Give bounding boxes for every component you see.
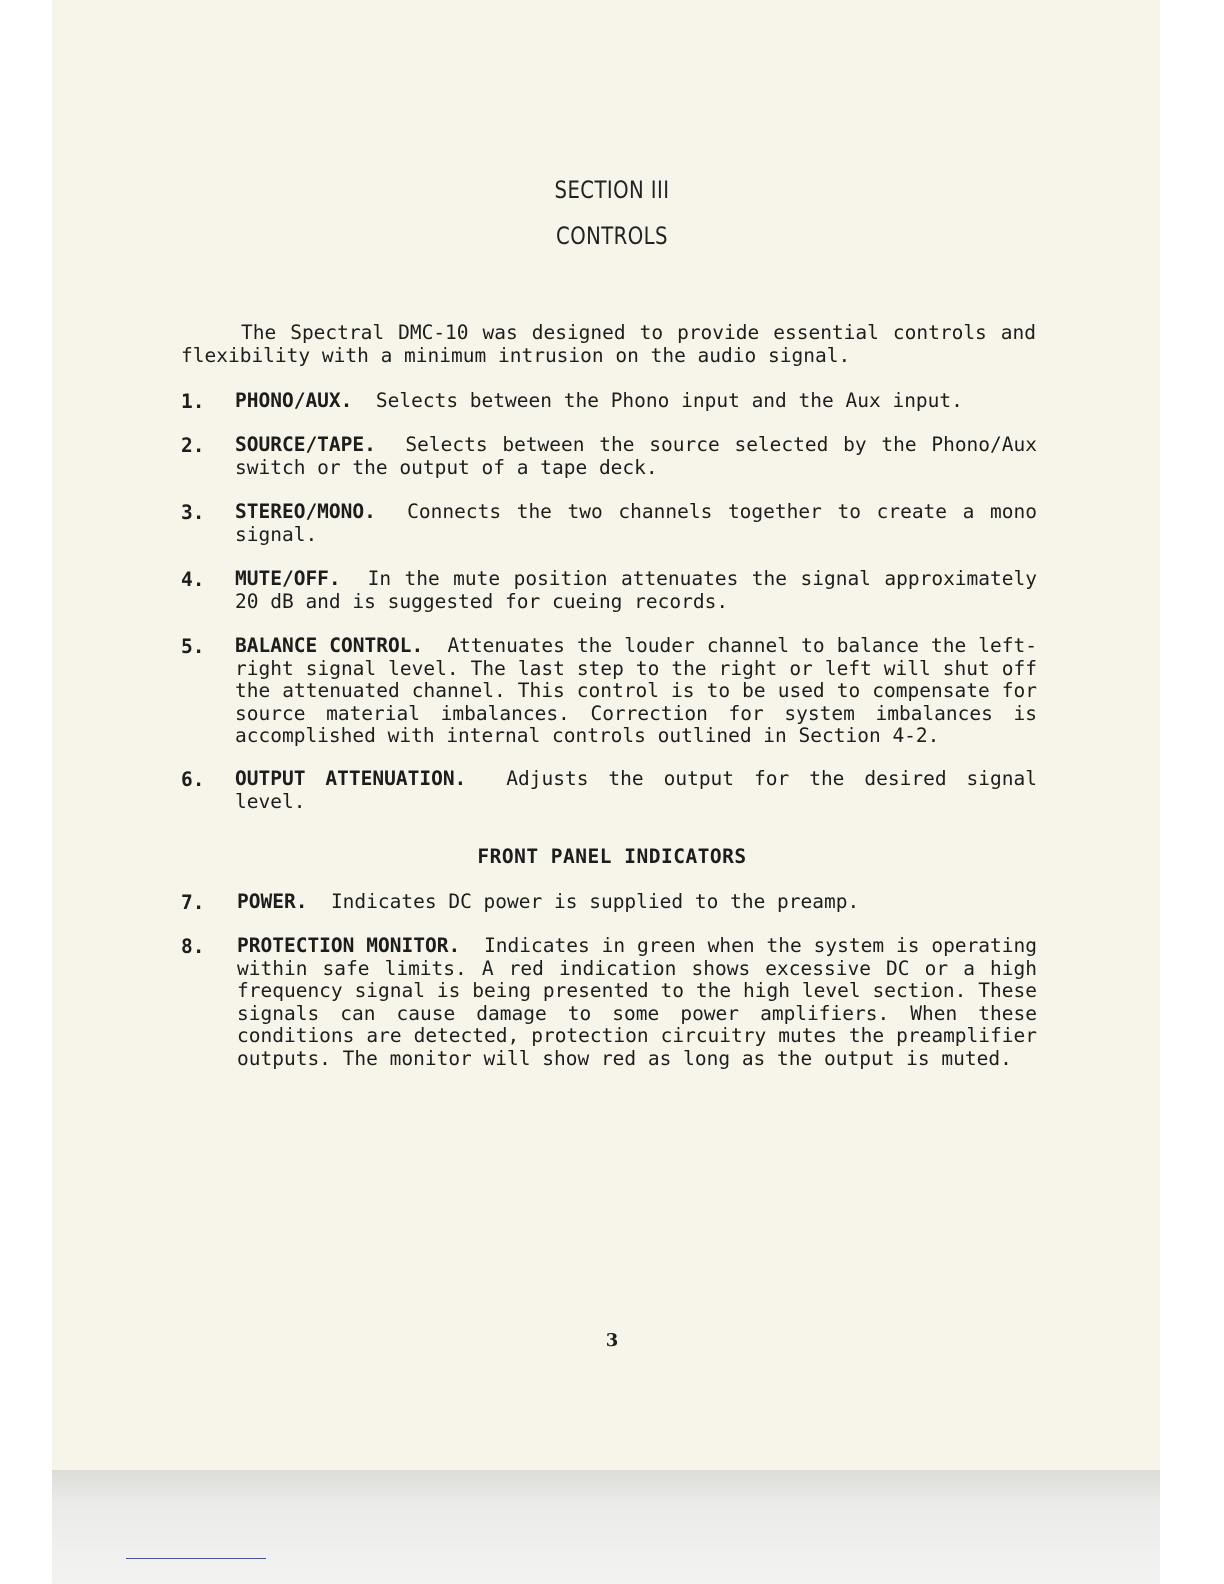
scan-artifact-line <box>126 1558 266 1559</box>
item-label: SOURCE/TAPE. <box>235 433 376 456</box>
item-label: OUTPUT ATTENUATION. <box>235 767 467 790</box>
intro-line-2: flexibility with a minimum intrusion on the audio signal. <box>181 344 851 367</box>
item-description: Adjusts the output for the desired signal level. <box>235 767 1037 813</box>
page-number: 3 <box>605 1330 619 1351</box>
indicators-heading: FRONT PANEL INDICATORS <box>477 845 747 868</box>
item-description: Selects between the source selected by the Phono/Aux switch or the output of a tape deck. <box>235 433 1037 479</box>
item-number: 8. <box>181 935 205 958</box>
item-number: 2. <box>181 434 205 457</box>
intro-paragraph <box>181 321 1036 367</box>
item-description: Selects between the Phono input and the Aux input. <box>375 389 963 412</box>
item-description: Attenuates the louder channel to balance the left-right signal level. The last step to the right or left will shut off the attenuated channel. This control is to be used to compensate for source material imbalances. Correction for system imbalances is accomplished with internal controls outlined in Section 4-2. <box>235 634 1038 747</box>
item-description: Indicates DC power is supplied to the preamp. <box>330 890 860 913</box>
item-label: BALANCE CONTROL. <box>235 634 424 657</box>
item-label: PROTECTION MONITOR. <box>237 934 461 957</box>
item-label: PHONO/AUX. <box>235 389 353 412</box>
item-number: 7. <box>181 891 205 914</box>
item-description: Connects the two channels together to create a mono signal. <box>235 500 1037 546</box>
item-number: 4. <box>181 568 205 591</box>
page-title: CONTROLS <box>556 222 668 250</box>
item-description: In the mute position attenuates the signal approximately 20 dB and is suggested for cueing records. <box>235 567 1037 613</box>
item-number: 1. <box>181 390 205 413</box>
item-label: MUTE/OFF. <box>235 567 341 590</box>
intro-line-1: The Spectral DMC-10 was designed to provide essential controls and <box>241 321 1036 344</box>
scan-bottom-margin <box>52 1470 1160 1584</box>
item-label: STEREO/MONO. <box>235 500 376 523</box>
item-description: Indicates in green when the system is operating within safe limits. A red indication shows excessive DC or a high frequency signal is being presented to the high level section. These signals can cause damage to some power amplifiers. When these conditions are detected, protection circuitry mutes the preamplifier outputs. The monitor will show red as long as the output is muted. <box>237 934 1038 1070</box>
section-heading: SECTION III <box>554 176 670 204</box>
item-number: 5. <box>181 635 205 658</box>
item-label: POWER. <box>237 890 308 913</box>
item-number: 3. <box>181 501 205 524</box>
item-number: 6. <box>181 768 205 791</box>
